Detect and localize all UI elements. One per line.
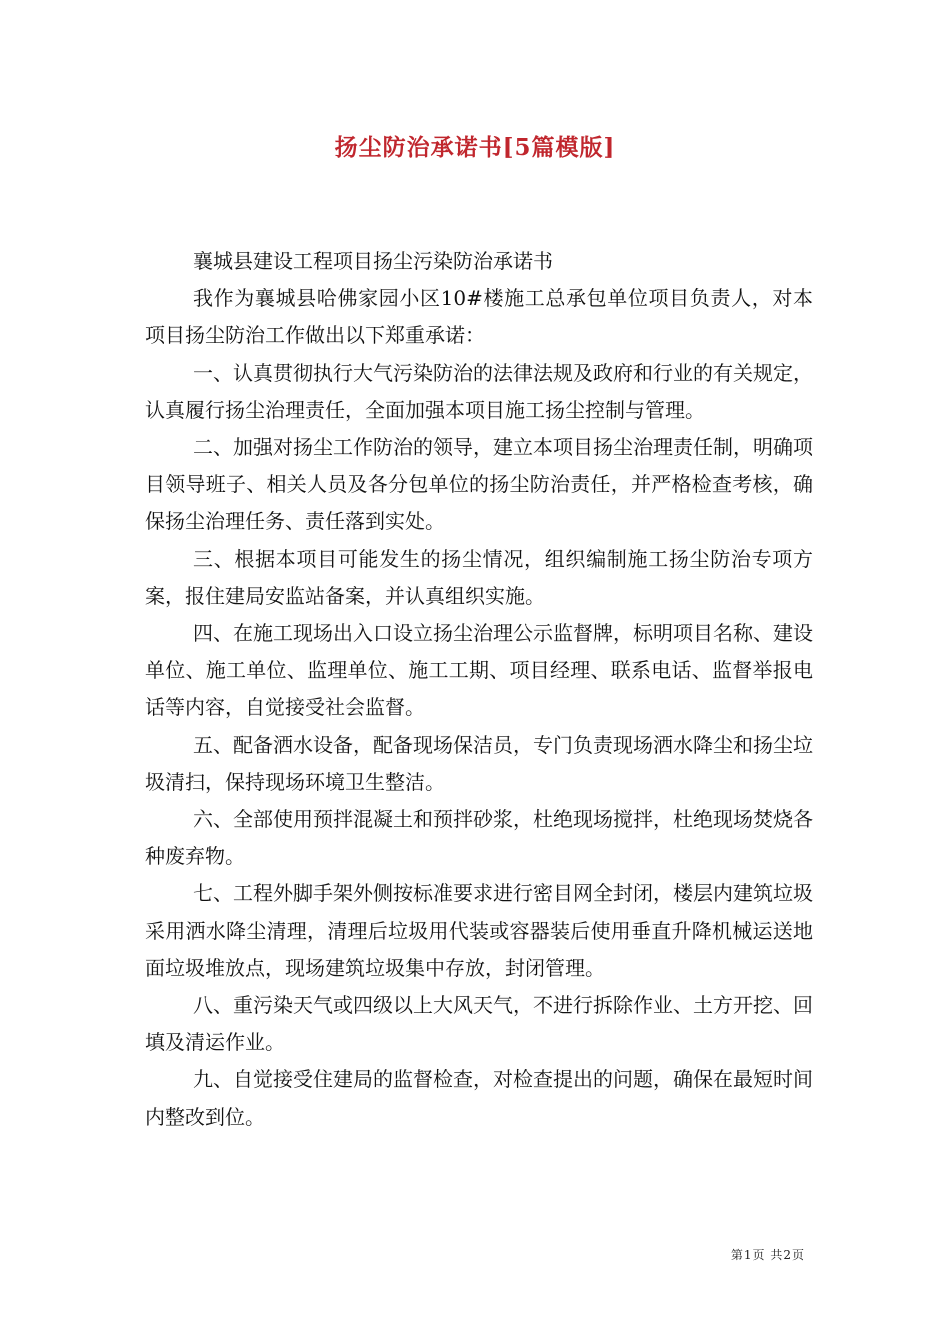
paragraph-heading: 襄城县建设工程项目扬尘污染防治承诺书: [193, 249, 553, 273]
paragraph-item-2: 二、加强对扬尘工作防治的领导，建立本项目扬尘治理责任制，明确项目领导班子、相关人员及各分包单位的扬尘防治责任，并严格检查考核，确保扬尘治理任务、责任落到实处。: [145, 435, 813, 534]
document-body: [145, 243, 813, 1136]
page-number: 第1页 共2页: [730, 1248, 805, 1262]
paragraph-item-3: 三、根据本项目可能发生的扬尘情况，组织编制施工扬尘防治专项方案，报住建局安监站备案，并认真组织实施。: [145, 546, 813, 608]
paragraph-item-5: 五、配备洒水设备，配备现场保洁员，专门负责现场洒水降尘和扬尘垃圾清扫，保持现场环境卫生整洁。: [145, 732, 813, 794]
paragraph-item-8: 八、重污染天气或四级以上大风天气，不进行拆除作业、土方开挖、回填及清运作业。: [145, 993, 813, 1055]
paragraph-item-7: 七、工程外脚手架外侧按标准要求进行密目网全封闭，楼层内建筑垃圾采用洒水降尘清理，清理后垃圾用代装或容器装后使用垂直升降机械运送地面垃圾堆放点，现场建筑垃圾集中存放，封闭管理。: [145, 881, 813, 980]
paragraph-intro: 我作为襄城县哈佛家园小区10#楼施工总承包单位项目负责人，对本项目扬尘防治工作做出以下郑重承诺：: [145, 286, 813, 348]
paragraph-item-6: 六、全部使用预拌混凝土和预拌砂浆，杜绝现场搅拌，杜绝现场焚烧各种废弃物。: [145, 807, 813, 869]
paragraph-item-1: 一、认真贯彻执行大气污染防治的法律法规及政府和行业的有关规定，认真履行扬尘治理责任，全面加强本项目施工扬尘控制与管理。: [145, 360, 813, 422]
paragraph-item-4: 四、在施工现场出入口设立扬尘治理公示监督牌，标明项目名称、建设单位、施工单位、监理单位、施工工期、项目经理、联系电话、监督举报电话等内容，自觉接受社会监督。: [145, 621, 813, 720]
paragraph-item-9: 九、自觉接受住建局的监督检查，对检查提出的问题，确保在最短时间内整改到位。: [145, 1067, 813, 1129]
document-title: 扬尘防治承诺书[5篇模版]: [334, 134, 616, 161]
